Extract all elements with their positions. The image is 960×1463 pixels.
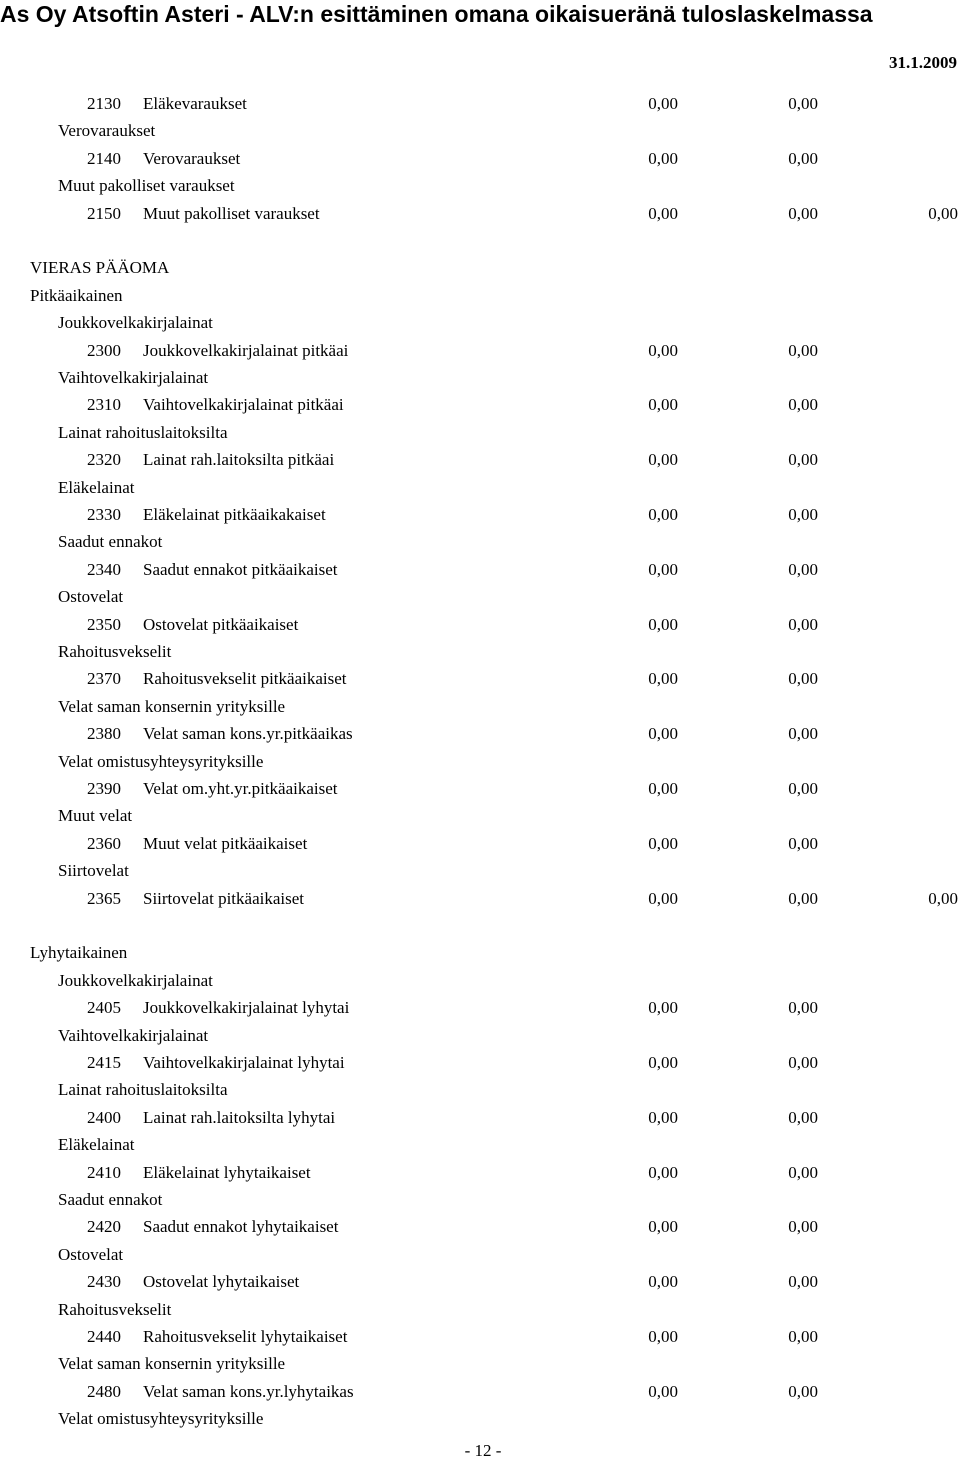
value-current: 0,00 [648,614,678,634]
value-current: 0,00 [648,559,678,579]
value-total: 0,00 [928,888,958,908]
account-row [0,448,960,472]
group-heading: Eläkelainat [58,1135,135,1155]
value-current: 0,00 [648,1162,678,1182]
account-code: 2400 [87,1107,121,1127]
account-name: Joukkovelkakirjalainat lyhytai [143,998,350,1018]
value-current: 0,00 [648,998,678,1018]
group-heading: Velat omistusyhteysyrityksille [58,1409,264,1429]
value-current: 0,00 [648,1272,678,1292]
account-name: Siirtovelat pitkäaikaiset [143,888,304,908]
account-name: Lainat rah.laitoksilta lyhytai [143,1107,336,1127]
value-previous: 0,00 [788,94,818,113]
value-current: 0,00 [648,669,678,689]
account-row [0,1215,960,1239]
value-previous: 0,00 [788,1272,818,1292]
page-number: - 12 - [464,1441,502,1460]
account-code: 2390 [87,779,121,798]
account-name: Lainat rah.laitoksilta pitkäai [143,450,335,470]
account-code: 2360 [87,833,121,853]
value-current: 0,00 [648,1107,678,1127]
value-current: 0,00 [648,395,678,415]
group-heading: Velat saman konsernin yrityksille [58,1354,286,1374]
section-heading: Pitkäaikainen [30,285,123,305]
account-row [0,147,960,171]
value-previous: 0,00 [788,340,818,360]
account-name: Eläkelainat pitkäaikakaiset [143,505,326,524]
group-heading: Ostovelat [58,587,124,607]
group-heading-row [0,969,960,993]
account-code: 2300 [87,340,121,360]
account-row [0,558,960,582]
account-row [0,92,960,116]
account-row [0,667,960,691]
account-code: 2430 [87,1272,121,1292]
account-name: Velat om.yht.yr.pitkäaikaiset [143,779,338,798]
group-heading: Ostovelat [58,1244,124,1264]
account-code: 2410 [87,1162,121,1182]
value-current: 0,00 [648,833,678,853]
account-code: 2365 [87,888,121,908]
account-name: Joukkovelkakirjalainat pitkäai [143,340,349,360]
account-name: Muut velat pitkäaikaiset [143,833,308,853]
account-code: 2130 [87,94,121,113]
group-heading: Vaihtovelkakirjalainat [58,368,209,387]
value-previous: 0,00 [788,998,818,1018]
value-previous: 0,00 [788,724,818,744]
account-name: Vaihtovelkakirjalainat lyhytai [143,1053,345,1072]
account-code: 2370 [87,669,121,689]
account-row [0,1106,960,1130]
value-previous: 0,00 [788,559,818,579]
group-heading: Verovaraukset [58,121,156,141]
group-heading: Lainat rahoituslaitoksilta [58,1080,228,1100]
group-heading-row [0,1298,960,1322]
value-previous: 0,00 [788,1107,818,1127]
account-name: Ostovelat lyhytaikaiset [143,1272,300,1292]
account-row [0,777,960,801]
account-name: Eläkelainat lyhytaikaiset [143,1162,311,1182]
group-heading: Saadut ennakot [58,1190,163,1209]
group-heading-row [0,311,960,335]
value-previous: 0,00 [788,148,818,168]
account-name: Rahoitusvekselit pitkäaikaiset [143,669,347,689]
value-current: 0,00 [648,94,678,113]
account-name: Velat saman kons.yr.lyhytaikas [143,1381,354,1401]
group-heading-row [0,366,960,390]
group-heading: Rahoitusvekselit [58,1299,172,1319]
value-current: 0,00 [648,203,678,223]
account-code: 2150 [87,203,121,223]
value-current: 0,00 [648,1217,678,1237]
group-heading-row [0,1078,960,1102]
group-heading-row [0,1407,960,1431]
group-heading-row [0,476,960,500]
value-previous: 0,00 [788,888,818,908]
account-code: 2420 [87,1217,121,1237]
group-heading: Vaihtovelkakirjalainat [58,1025,209,1045]
value-current: 0,00 [648,1053,678,1072]
group-heading-row [0,695,960,719]
account-code: 2140 [87,148,121,168]
value-previous: 0,00 [788,450,818,470]
group-heading-row [0,421,960,445]
value-previous: 0,00 [788,1053,818,1072]
account-code: 2350 [87,614,121,634]
document-title: As Oy Atsoftin Asteri - ALV:n esittäminen omana oikaisueränä tuloslaskelmassa [0,1,873,27]
section-heading-row [0,256,960,280]
value-current: 0,00 [648,505,678,524]
account-name: Ostovelat pitkäaikaiset [143,614,299,634]
group-heading-row [0,750,960,774]
account-row [0,393,960,417]
value-current: 0,00 [648,724,678,744]
account-code: 2380 [87,724,121,744]
account-name: Velat saman kons.yr.pitkäaikas [143,724,353,744]
value-previous: 0,00 [788,203,818,223]
section-heading-row [0,284,960,308]
account-row [0,503,960,527]
group-heading-row [0,804,960,828]
blank-row [0,914,960,938]
value-current: 0,00 [648,148,678,168]
section-heading-row [0,941,960,965]
value-previous: 0,00 [788,669,818,689]
account-code: 2415 [87,1053,121,1072]
group-heading: Saadut ennakot [58,532,163,552]
account-name: Saadut ennakot pitkäaikaiset [143,559,338,579]
value-previous: 0,00 [788,779,818,798]
group-heading-row [0,640,960,664]
account-row [0,613,960,637]
value-current: 0,00 [648,450,678,470]
group-heading-row [0,1188,960,1212]
account-row [0,1325,960,1349]
account-code: 2340 [87,559,121,579]
group-heading: Velat omistusyhteysyrityksille [58,751,264,771]
group-heading: Siirtovelat [58,861,129,881]
group-heading-row [0,1133,960,1157]
value-total: 0,00 [928,203,958,223]
section-heading: VIERAS PÄÄOMA [30,258,170,278]
group-heading-row [0,530,960,554]
account-row [0,339,960,363]
group-heading: Joukkovelkakirjalainat [58,313,213,333]
value-previous: 0,00 [788,1381,818,1401]
group-heading: Velat saman konsernin yrityksille [58,696,286,716]
value-current: 0,00 [648,779,678,798]
group-heading: Lainat rahoituslaitoksilta [58,422,228,442]
group-heading-row [0,1024,960,1048]
account-code: 2320 [87,450,121,470]
account-name: Muut pakolliset varaukset [143,203,320,223]
account-row [0,996,960,1020]
blank-row [0,229,960,253]
group-heading-row [0,585,960,609]
value-previous: 0,00 [788,505,818,524]
account-name: Eläkevaraukset [143,94,247,113]
account-code: 2440 [87,1327,121,1346]
account-row [0,1380,960,1404]
value-previous: 0,00 [788,1327,818,1346]
account-row [0,832,960,856]
group-heading-row [0,1352,960,1376]
group-heading: Muut velat [58,806,133,826]
group-heading-row [0,1243,960,1267]
group-heading: Muut pakolliset varaukset [58,176,235,196]
value-previous: 0,00 [788,614,818,634]
value-previous: 0,00 [788,833,818,853]
group-heading-row [0,119,960,143]
account-name: Rahoitusvekselit lyhytaikaiset [143,1327,348,1346]
account-code: 2480 [87,1381,121,1401]
value-previous: 0,00 [788,1217,818,1237]
account-code: 2310 [87,395,121,415]
value-previous: 0,00 [788,1162,818,1182]
account-row [0,1051,960,1075]
group-heading: Joukkovelkakirjalainat [58,970,213,990]
account-row [0,1270,960,1294]
account-name: Saadut ennakot lyhytaikaiset [143,1217,339,1237]
account-row [0,1161,960,1185]
value-current: 0,00 [648,1381,678,1401]
account-name: Verovaraukset [143,148,241,168]
account-row [0,722,960,746]
group-heading-row [0,174,960,198]
account-row [0,887,960,911]
value-current: 0,00 [648,340,678,360]
account-code: 2330 [87,505,121,524]
group-heading-row [0,859,960,883]
report-date: 31.1.2009 [889,53,957,72]
account-row [0,202,960,226]
value-previous: 0,00 [788,395,818,415]
group-heading: Eläkelainat [58,477,135,497]
account-name: Vaihtovelkakirjalainat pitkäai [143,395,344,415]
value-current: 0,00 [648,1327,678,1346]
section-heading: Lyhytaikainen [30,943,128,963]
value-current: 0,00 [648,888,678,908]
account-code: 2405 [87,998,121,1018]
group-heading: Rahoitusvekselit [58,642,172,661]
